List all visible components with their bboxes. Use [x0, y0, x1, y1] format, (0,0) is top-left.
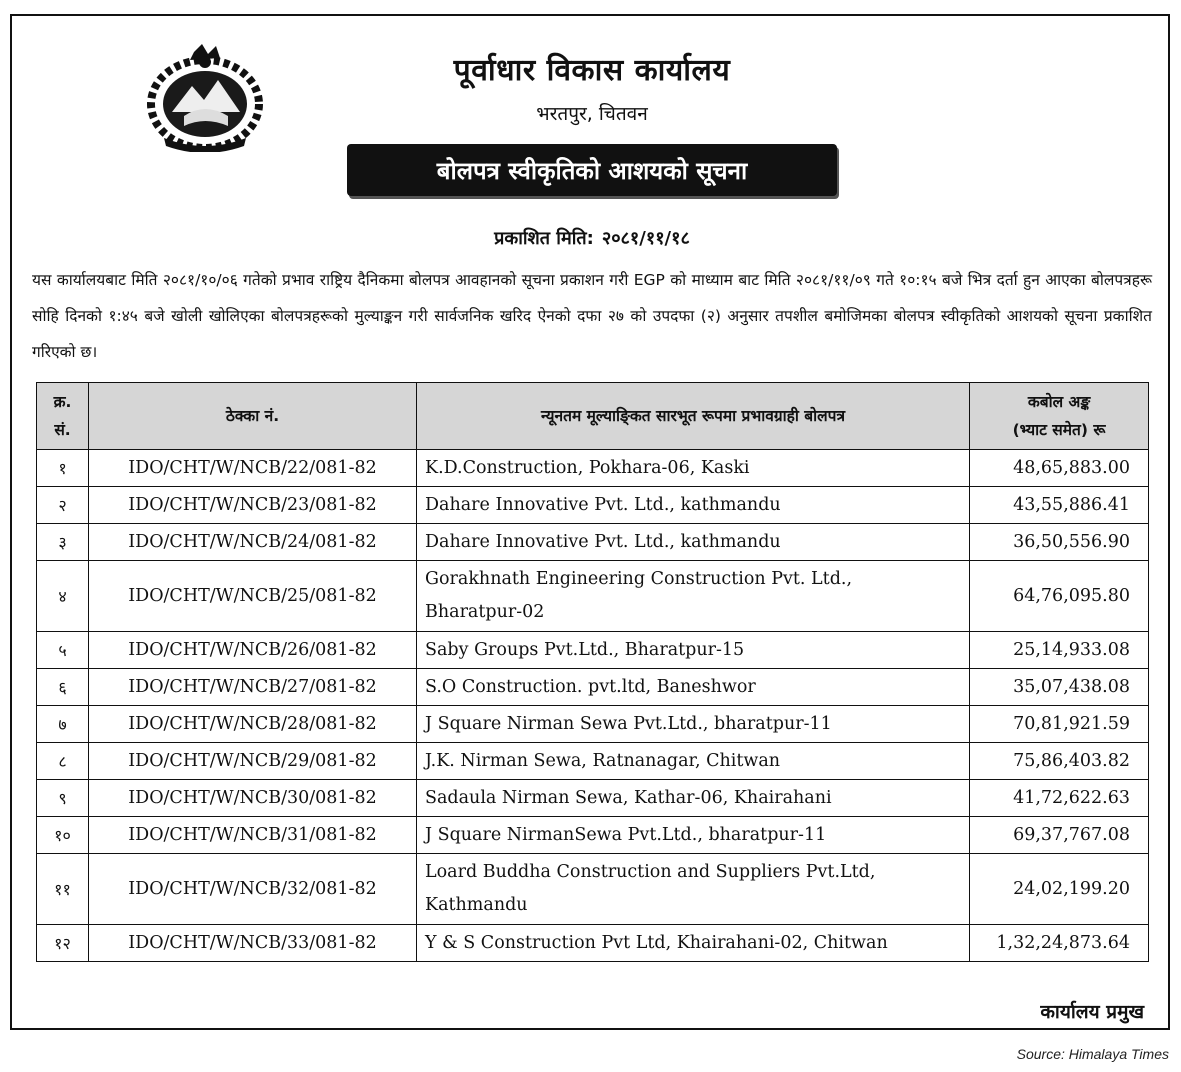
table-row [37, 450, 1149, 487]
row-bidder-line1: Loard Buddha Construction and Suppliers Pvt.Ltd, [425, 862, 876, 882]
row-amount: 48,65,883.00 [970, 450, 1149, 487]
row-bidder-line1: Saby Groups Pvt.Ltd., Bharatpur-15 [425, 640, 745, 660]
bid-table [36, 382, 1149, 962]
notice-title: बोलपत्र स्वीकृतिको आशयको सूचना [347, 144, 837, 196]
row-amount: 43,55,886.41 [970, 487, 1149, 524]
table-row [37, 487, 1149, 524]
office-place: भरतपुर, चितवन [536, 103, 648, 125]
table-row [37, 743, 1149, 780]
row-bidder-line1: J.K. Nirman Sewa, Ratnanagar, Chitwan [425, 751, 781, 771]
row-contract-number: IDO/CHT/W/NCB/25/081-82 [89, 561, 417, 632]
row-bidder [417, 854, 970, 925]
row-bidder [417, 487, 970, 524]
table-row [37, 780, 1149, 817]
row-contract-number: IDO/CHT/W/NCB/28/081-82 [89, 706, 417, 743]
row-amount: 41,72,622.63 [970, 780, 1149, 817]
row-bidder [417, 780, 970, 817]
row-bidder-line1: Dahare Innovative Pvt. Ltd., kathmandu [425, 495, 781, 515]
office-name: पूर्वाधार विकास कार्यालय [453, 53, 731, 88]
row-bidder [417, 817, 970, 854]
row-bidder [417, 669, 970, 706]
table-row [37, 669, 1149, 706]
row-serial: २ [37, 487, 89, 524]
row-contract-number: IDO/CHT/W/NCB/27/081-82 [89, 669, 417, 706]
table-row [37, 925, 1149, 962]
row-serial: ५ [37, 632, 89, 669]
row-bidder [417, 706, 970, 743]
row-bidder-line1: Gorakhnath Engineering Construction Pvt. Ltd., [425, 569, 853, 589]
table-row [37, 817, 1149, 854]
row-amount: 1,32,24,873.64 [970, 925, 1149, 962]
row-serial: १२ [37, 925, 89, 962]
row-bidder-line2: Kathmandu [425, 895, 528, 915]
row-contract-number: IDO/CHT/W/NCB/23/081-82 [89, 487, 417, 524]
header-serial: क्र. सं. [37, 383, 89, 450]
row-amount: 70,81,921.59 [970, 706, 1149, 743]
published-date: २०८१/११/१८ [601, 228, 690, 249]
row-contract-number: IDO/CHT/W/NCB/26/081-82 [89, 632, 417, 669]
row-bidder [417, 450, 970, 487]
row-contract-number: IDO/CHT/W/NCB/31/081-82 [89, 817, 417, 854]
table-row [37, 706, 1149, 743]
row-serial: ६ [37, 669, 89, 706]
row-serial: ११ [37, 854, 89, 925]
row-amount: 75,86,403.82 [970, 743, 1149, 780]
header-contract: ठेक्का नं. [89, 383, 417, 450]
row-serial: १ [37, 450, 89, 487]
published-date-line [12, 226, 1172, 250]
row-bidder-line1: Dahare Innovative Pvt. Ltd., kathmandu [425, 532, 781, 552]
row-serial: ९ [37, 780, 89, 817]
row-serial: ७ [37, 706, 89, 743]
table-row [37, 561, 1149, 632]
signature: कार्यालय प्रमुख [1040, 1001, 1144, 1023]
header-amount: कबोल अङ्क (भ्याट समेत) रू [970, 383, 1149, 450]
row-amount: 36,50,556.90 [970, 524, 1149, 561]
row-serial: १० [37, 817, 89, 854]
row-serial: ३ [37, 524, 89, 561]
table-row [37, 854, 1149, 925]
notice-frame [10, 14, 1170, 1030]
row-serial: ८ [37, 743, 89, 780]
row-bidder [417, 925, 970, 962]
row-amount: 64,76,095.80 [970, 561, 1149, 632]
published-label: प्रकाशित मिति: [494, 228, 594, 249]
row-bidder [417, 632, 970, 669]
row-bidder [417, 524, 970, 561]
row-contract-number: IDO/CHT/W/NCB/33/081-82 [89, 925, 417, 962]
row-bidder-line1: K.D.Construction, Pokhara-06, Kaski [425, 458, 750, 478]
row-bidder-line1: Sadaula Nirman Sewa, Kathar-06, Khairahani [425, 788, 832, 808]
row-amount: 69,37,767.08 [970, 817, 1149, 854]
intro-paragraph: यस कार्यालयबाट मिति २०८१/१०/०६ गतेको प्रभाव राष्ट्रिय दैनिकमा बोलपत्र आवहानको सूचना प्रकाशन गरी EGP को माध्याम बाट मिति २०८१/११/०९ गते १०:१५ बजे भित्र दर्ता हुन आएका बोलपत्रहरू सोहि दिनको १:४५ बजे खोली खोलिएका बोलपत्रहरूको मुल्याङ्कन गरी सार्वजनिक खरिद ऐनको दफा २७ को उपदफा (२) अनुसार तपशील बमोजिमका बोलपत्र स्वीकृतिको आशयको सूचना प्रकाशित गरिएको छ। [32, 271, 1152, 361]
row-bidder-line1: S.O Construction. pvt.ltd, Baneshwor [425, 677, 756, 697]
header-bidder: न्यूनतम मूल्याङ्‍कित सारभूत रूपमा प्रभावग्राही बोलपत्र [417, 383, 970, 450]
row-bidder-line1: J Square NirmanSewa Pvt.Ltd., bharatpur-11 [425, 825, 827, 845]
row-bidder-line2: Bharatpur-02 [425, 602, 545, 622]
row-serial: ४ [37, 561, 89, 632]
row-contract-number: IDO/CHT/W/NCB/30/081-82 [89, 780, 417, 817]
row-contract-number: IDO/CHT/W/NCB/32/081-82 [89, 854, 417, 925]
table-row [37, 524, 1149, 561]
table-header-row [37, 383, 1149, 450]
row-contract-number: IDO/CHT/W/NCB/29/081-82 [89, 743, 417, 780]
source-credit: Source: Himalaya Times [1016, 1046, 1169, 1062]
row-amount: 24,02,199.20 [970, 854, 1149, 925]
row-contract-number: IDO/CHT/W/NCB/24/081-82 [89, 524, 417, 561]
table-row [37, 632, 1149, 669]
row-amount: 35,07,438.08 [970, 669, 1149, 706]
row-bidder [417, 743, 970, 780]
row-bidder-line1: J Square Nirman Sewa Pvt.Ltd., bharatpur-11 [425, 714, 832, 734]
row-bidder [417, 561, 970, 632]
row-amount: 25,14,933.08 [970, 632, 1149, 669]
row-bidder-line1: Y & S Construction Pvt Ltd, Khairahani-02, Chitwan [425, 933, 888, 953]
row-contract-number: IDO/CHT/W/NCB/22/081-82 [89, 450, 417, 487]
